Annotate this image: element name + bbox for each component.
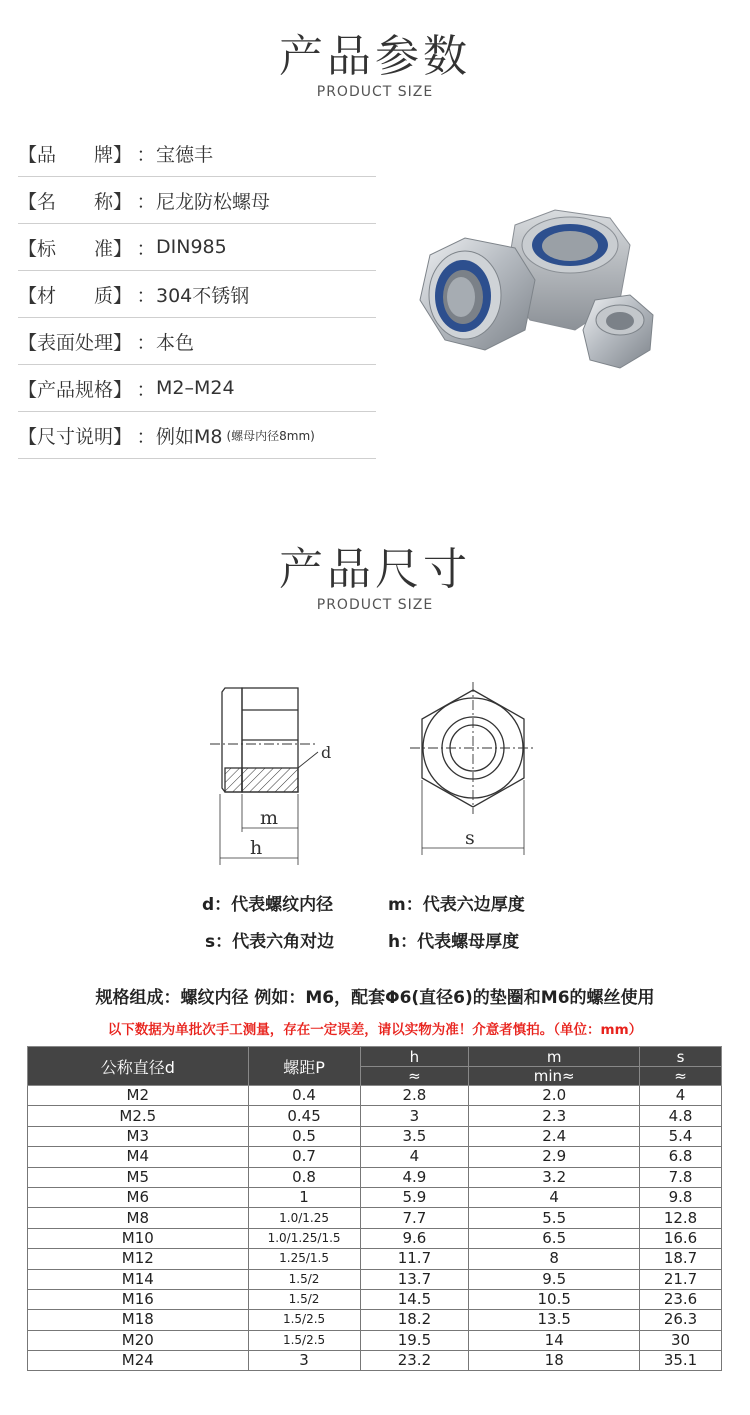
spec-colon: ： bbox=[136, 190, 156, 213]
cell-s: 9.8 bbox=[640, 1187, 722, 1207]
cell-s: 12.8 bbox=[640, 1208, 722, 1228]
cell-m: 4 bbox=[469, 1187, 640, 1207]
spec-key: 【表面处理】 bbox=[18, 331, 133, 354]
header-s-sub: ≈ bbox=[640, 1067, 722, 1086]
cell-m: 2.9 bbox=[469, 1147, 640, 1167]
cell-h: 7.7 bbox=[360, 1208, 469, 1228]
cell-s: 16.6 bbox=[640, 1228, 722, 1248]
cell-s: 21.7 bbox=[640, 1269, 722, 1289]
table-row bbox=[28, 1330, 722, 1350]
cell-m: 5.5 bbox=[469, 1208, 640, 1228]
cell-s: 18.7 bbox=[640, 1249, 722, 1269]
cell-s: 6.8 bbox=[640, 1147, 722, 1167]
cell-pitch: 1.5/2.5 bbox=[248, 1330, 360, 1350]
cell-pitch: 1.5/2 bbox=[248, 1269, 360, 1289]
spec-colon: ： bbox=[136, 378, 156, 401]
label-d: d bbox=[321, 743, 332, 762]
nut-photo bbox=[405, 200, 655, 380]
spec-key: 【材 质】 bbox=[18, 284, 133, 307]
header-nominal-diameter: 公称直径d bbox=[28, 1047, 249, 1086]
cell-m: 2.4 bbox=[469, 1126, 640, 1146]
cell-diameter: M18 bbox=[28, 1310, 249, 1330]
legend-s: s：代表六角对边 bbox=[205, 932, 335, 952]
cell-diameter: M20 bbox=[28, 1330, 249, 1350]
table-row bbox=[28, 1147, 722, 1167]
spec-value: 本色 bbox=[156, 331, 195, 354]
nut-small bbox=[583, 295, 653, 368]
technical-drawing bbox=[200, 680, 540, 870]
cell-pitch: 1.0/1.25 bbox=[248, 1208, 360, 1228]
spec-row bbox=[18, 177, 376, 224]
legend-d: d：代表螺纹内径 bbox=[202, 895, 334, 915]
cell-pitch: 1.5/2.5 bbox=[248, 1310, 360, 1330]
cell-diameter: M2 bbox=[28, 1086, 249, 1106]
spec-row bbox=[18, 224, 376, 271]
cell-s: 35.1 bbox=[640, 1351, 722, 1371]
size-table bbox=[27, 1046, 722, 1371]
header-h: h bbox=[360, 1047, 469, 1067]
header-pitch: 螺距P bbox=[248, 1047, 360, 1086]
cell-diameter: M12 bbox=[28, 1249, 249, 1269]
spec-colon: ： bbox=[136, 143, 156, 166]
cell-s: 7.8 bbox=[640, 1167, 722, 1187]
params-subtitle: PRODUCT SIZE bbox=[316, 84, 434, 100]
cell-h: 5.9 bbox=[360, 1187, 469, 1207]
nut-left bbox=[420, 238, 535, 350]
cell-diameter: M6 bbox=[28, 1187, 249, 1207]
cell-diameter: M14 bbox=[28, 1269, 249, 1289]
cell-h: 2.8 bbox=[360, 1086, 469, 1106]
cell-s: 30 bbox=[640, 1330, 722, 1350]
cell-diameter: M24 bbox=[28, 1351, 249, 1371]
spec-colon: ： bbox=[136, 237, 156, 260]
cell-h: 11.7 bbox=[360, 1249, 469, 1269]
cell-pitch: 0.5 bbox=[248, 1126, 360, 1146]
cell-h: 3.5 bbox=[360, 1126, 469, 1146]
cell-m: 13.5 bbox=[469, 1310, 640, 1330]
cell-s: 4.8 bbox=[640, 1106, 722, 1126]
spec-key: 【尺寸说明】 bbox=[18, 425, 133, 448]
spec-key: 【产品规格】 bbox=[18, 378, 133, 401]
dims-title: 产品尺寸 bbox=[279, 544, 471, 595]
spec-row bbox=[18, 271, 376, 318]
cell-h: 18.2 bbox=[360, 1310, 469, 1330]
cell-h: 4 bbox=[360, 1147, 469, 1167]
cell-diameter: M4 bbox=[28, 1147, 249, 1167]
header-h-sub: ≈ bbox=[360, 1067, 469, 1086]
header-m: m bbox=[469, 1047, 640, 1067]
table-row bbox=[28, 1126, 722, 1146]
table-row bbox=[28, 1187, 722, 1207]
table-row bbox=[28, 1106, 722, 1126]
cell-s: 5.4 bbox=[640, 1126, 722, 1146]
cell-m: 2.0 bbox=[469, 1086, 640, 1106]
cell-diameter: M16 bbox=[28, 1289, 249, 1309]
cell-pitch: 1 bbox=[248, 1187, 360, 1207]
cell-h: 4.9 bbox=[360, 1167, 469, 1187]
cell-s: 26.3 bbox=[640, 1310, 722, 1330]
dims-subtitle: PRODUCT SIZE bbox=[316, 597, 434, 613]
table-row bbox=[28, 1289, 722, 1309]
cell-h: 19.5 bbox=[360, 1330, 469, 1350]
table-row bbox=[28, 1208, 722, 1228]
cell-pitch: 1.25/1.5 bbox=[248, 1249, 360, 1269]
table-row bbox=[28, 1310, 722, 1330]
cell-m: 10.5 bbox=[469, 1289, 640, 1309]
spec-note: (螺母内径8mm) bbox=[226, 428, 315, 443]
spec-row bbox=[18, 318, 376, 365]
legend-h: h：代表螺母厚度 bbox=[388, 932, 520, 952]
composition-note: 规格组成：螺纹内径 例如：M6，配套Φ6(直径6)的垫圈和M6的螺丝使用 bbox=[95, 988, 655, 1008]
cell-m: 3.2 bbox=[469, 1167, 640, 1187]
spec-value: 宝德丰 bbox=[156, 143, 214, 166]
cell-pitch: 0.45 bbox=[248, 1106, 360, 1126]
table-row bbox=[28, 1167, 722, 1187]
cell-m: 8 bbox=[469, 1249, 640, 1269]
cell-diameter: M2.5 bbox=[28, 1106, 249, 1126]
cell-m: 14 bbox=[469, 1330, 640, 1350]
cell-pitch: 1.0/1.25/1.5 bbox=[248, 1228, 360, 1248]
cell-diameter: M8 bbox=[28, 1208, 249, 1228]
table-row bbox=[28, 1351, 722, 1371]
spec-value: M2–M24 bbox=[156, 377, 235, 399]
side-view bbox=[210, 688, 318, 865]
cell-pitch: 0.7 bbox=[248, 1147, 360, 1167]
warning-note: 以下数据为单批次手工测量，存在一定误差，请以实物为准！介意者慎拍。（单位：mm） bbox=[107, 1022, 643, 1038]
cell-m: 18 bbox=[469, 1351, 640, 1371]
table-row bbox=[28, 1249, 722, 1269]
table-row bbox=[28, 1269, 722, 1289]
cell-m: 2.3 bbox=[469, 1106, 640, 1126]
cell-h: 9.6 bbox=[360, 1228, 469, 1248]
spec-key: 【品 牌】 bbox=[18, 143, 133, 166]
spec-colon: ： bbox=[136, 284, 156, 307]
cell-diameter: M3 bbox=[28, 1126, 249, 1146]
header-s: s bbox=[640, 1047, 722, 1067]
cell-pitch: 0.4 bbox=[248, 1086, 360, 1106]
spec-value: 304不锈钢 bbox=[156, 284, 250, 307]
spec-colon: ： bbox=[136, 425, 156, 448]
spec-row bbox=[18, 365, 376, 412]
spec-row bbox=[18, 412, 376, 459]
table-row bbox=[28, 1086, 722, 1106]
spec-colon: ： bbox=[136, 331, 156, 354]
spec-list bbox=[18, 130, 376, 459]
params-title: 产品参数 bbox=[279, 31, 471, 82]
table-row bbox=[28, 1228, 722, 1248]
spec-value: 尼龙防松螺母 bbox=[156, 190, 271, 213]
cell-pitch: 3 bbox=[248, 1351, 360, 1371]
spec-value: 例如M8 bbox=[156, 425, 223, 448]
spec-key: 【名 称】 bbox=[18, 190, 133, 213]
cell-h: 3 bbox=[360, 1106, 469, 1126]
cell-pitch: 0.8 bbox=[248, 1167, 360, 1187]
label-s: s bbox=[465, 827, 475, 849]
legend-m: m：代表六边厚度 bbox=[388, 895, 525, 915]
spec-key: 【标 准】 bbox=[18, 237, 133, 260]
cell-m: 9.5 bbox=[469, 1269, 640, 1289]
cell-pitch: 1.5/2 bbox=[248, 1289, 360, 1309]
cell-h: 23.2 bbox=[360, 1351, 469, 1371]
cell-h: 14.5 bbox=[360, 1289, 469, 1309]
label-h: h bbox=[250, 837, 263, 859]
cell-diameter: M5 bbox=[28, 1167, 249, 1187]
cell-s: 4 bbox=[640, 1086, 722, 1106]
spec-row bbox=[18, 130, 376, 177]
cell-m: 6.5 bbox=[469, 1228, 640, 1248]
cell-diameter: M10 bbox=[28, 1228, 249, 1248]
cell-h: 13.7 bbox=[360, 1269, 469, 1289]
spec-value: DIN985 bbox=[156, 236, 227, 258]
cell-s: 23.6 bbox=[640, 1289, 722, 1309]
header-m-sub: min≈ bbox=[469, 1067, 640, 1086]
label-m: m bbox=[260, 807, 279, 829]
